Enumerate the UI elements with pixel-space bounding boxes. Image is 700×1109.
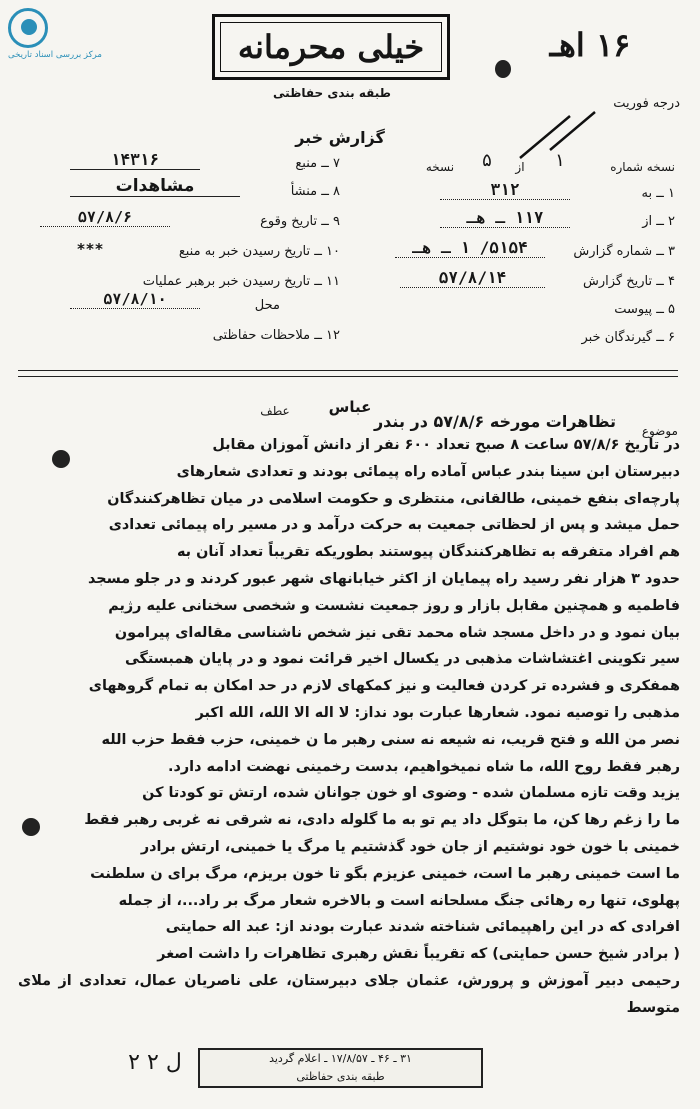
field-source-value: ۱۴۳۱۶ (70, 150, 200, 170)
body-line: حمل میشد و پس از لحظاتی جمعیت به حرکت درآمد و در مسیر راه پیمائی تعدادی (108, 517, 680, 534)
field-recipients-label: ۶ ــ گیرندگان خبر (581, 330, 675, 345)
copy-number-label: نسخه شماره (610, 160, 675, 174)
field-to-label: ۱ ــ به (641, 186, 675, 201)
body-line: پهلوی، تنها ره رهائی جنگ مسلحانه است و بالاخره شعار مرگ بر راد...، از جمله (118, 892, 680, 909)
stamp-caption: طبقه بندی حفاظتی (296, 1070, 385, 1083)
stamp-text: ۳۱ ـ ۴۶ ـ ۱۷/۸/۵۷ ـ اعلام گردید (269, 1052, 412, 1065)
field-report-date-label: ۴ ــ تاریخ گزارش (583, 274, 675, 289)
field-occurrence-date-label: ۹ ــ تاریخ وقوع (260, 214, 340, 229)
body-line: فاطمیه و همچنین مقابل بازار و روز جمعیت نشست و شخصی سخنانی علیه رژیم (108, 597, 680, 614)
field-news-to-source-value: *** (76, 240, 104, 258)
classification-text: خیلی محرمانه (220, 22, 442, 72)
body-line: دبیرستان ابن سینا بندر عباس آماده راه پیمائی بودند و تعدادی شعارهای (176, 463, 680, 480)
body-line: هم افراد متفرقه به تظاهرکنندگان پیوستند بطوریکه تقریباً تعداد آنان به (176, 544, 680, 561)
field-news-to-source-label: ۱۰ ــ تاریخ رسیدن خبر به منبع (178, 244, 340, 259)
copy-label: نسخه (425, 160, 455, 174)
body-line: بیان نمود و در داخل مسجد شاه محمد تقی نیز شخص ناشناسی مقاله‌ای پیرامون (114, 624, 680, 641)
field-source-label: ۷ ــ منبع (295, 156, 340, 171)
subject-city-handwritten: عباس (328, 398, 372, 416)
copy-total-value: ۵ (482, 150, 492, 171)
protection-class-label: طبقه بندی حفاظتی (273, 86, 391, 100)
body-line: یزید وقت تازه مسلمان شده - وضوی او خون جوانان شده، ارتش تو کودتا کن (142, 785, 680, 802)
body-line: حدود ۳ هزار نفر رسید راه پیمایان از اکثر خیابانهای شهر عبور کردند و در جلو مسجد (87, 570, 680, 587)
copy-from-label: از (515, 160, 525, 174)
filing-stamp (198, 1048, 483, 1088)
body-line: خمینی با خون خود نوشتیم از جان خود گذشتیم یا مرگ یا خمینی، ارتش برادر (140, 838, 680, 855)
field-attachment-label: ۵ ــ پیوست (614, 302, 675, 317)
body-line: افرادی که در این راهپیمائی شناخته شدند عبارت بودند از: عبد اله حمایتی (165, 919, 680, 936)
field-from-label: ۲ ــ از (642, 214, 675, 229)
field-report-number-label: ۳ ــ شماره گزارش (573, 244, 675, 259)
field-report-number-value: ۵۱۵۴/ ۱ ـ هـ (395, 238, 545, 258)
copy-number-value: ۱ (555, 150, 565, 171)
field-origin-value: مشاهدات (70, 176, 240, 197)
ink-dot (495, 60, 511, 78)
body-line: ما را زغم رها کن، ما بتوگل داد یم تو به ما گلوله دادی، نه شرقی نه غربی رهبر فقط (84, 812, 680, 829)
separator-line (18, 376, 678, 377)
separator-line (18, 370, 678, 371)
subject-label: موضوع (641, 424, 678, 438)
document-number-handwritten: ۱۶ اهـ (549, 26, 631, 64)
field-security-notes-label: ۱۲ ــ ملاحظات حفاظتی (212, 328, 340, 343)
field-origin-label: ۸ ــ منشأ (290, 184, 340, 199)
urgency-label: درجه فوریت (613, 96, 680, 111)
body-line: ما است خمینی رهبر ما است، خمینی عزیزم بگو تا خون بریزم، مرگ برای ن سلطنت (90, 865, 680, 882)
field-from-value: ۱۱۷ ـ هـ (440, 208, 570, 228)
body-line: در تاریخ ۵۷/۸/۶ ساعت ۸ صبح تعداد ۶۰۰ نفر از دانش آموزان مقابل (212, 437, 680, 453)
body-line: پارچه‌ای بنفع خمینی، طالقانی، منتظری و حکومت اسلامی در میان تظاهرکنندگان (107, 490, 680, 507)
body-line: مذهبی را توصیه نمود. شعارها عبارت بود نداز: لا اله الا الله، الله اکبر (195, 704, 680, 721)
field-occurrence-date-value: ۵۷/۸/۶ (40, 208, 170, 227)
report-body (18, 432, 680, 1022)
reference-label: عطف (260, 404, 290, 418)
body-line: سیر تکوینی اغتشاشات مذهبی در یکسال اخیر قرائت نمود و در پایان همبستگی (124, 651, 680, 668)
body-line: همفکری و فشرده تر کردن فعالیت و نیز کمکهای لازم در حد امکان به تمام گروههای (88, 678, 680, 695)
logo-text: مرکز بررسی اسناد تاریخی (8, 50, 102, 60)
signature: ل ۲ ۲ (128, 1050, 182, 1075)
form-title: گزارش خبر (295, 128, 385, 147)
field-location-label: محل (254, 298, 280, 313)
field-report-date-value: ۵۷/۸/۱۴ (400, 268, 545, 288)
body-line: رحیمی دبیر آموزش و پرورش، عثمان جلای دبیرستان، علی ناصریان عمال، تعدادی از ملای متوسط (18, 972, 680, 1016)
check-mark-icon (510, 108, 600, 168)
body-line: نصر من الله و فتح قریب، نه شیعه نه سنی رهبر ما ن خمینی، حزب فقط حزب الله (101, 731, 680, 748)
field-operations-date-value: ۵۷/۸/۱۰ (70, 290, 200, 309)
body-line: رهبر فقط روح الله، ما شاه نمیخواهیم، بدست رخمینی نهضت ادامه دارد. (168, 758, 680, 775)
body-line: ( برادر شیخ حسن حمایتی) که تقریباً نقش رهبری تظاهرات را داشت اصغر (157, 946, 680, 963)
classification-box (212, 14, 450, 80)
archive-logo (8, 8, 128, 64)
field-to-value: ۳۱۲ (440, 180, 570, 200)
subject-text: تظاهرات مورخه ۵۷/۸/۶ در بندر (373, 412, 616, 431)
field-news-to-operations-label: ۱۱ ــ تاریخ رسیدن خبر برهبر عملیات (142, 274, 340, 289)
logo-icon (8, 8, 48, 48)
